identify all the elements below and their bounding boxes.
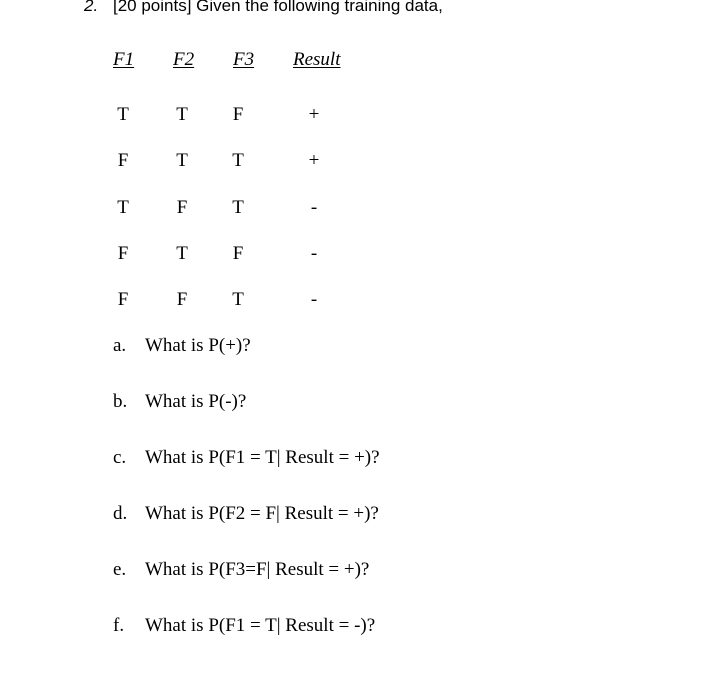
- subquestion-e: [113, 558, 369, 582]
- table-cell-f1: F: [117, 289, 129, 310]
- subquestion-letter: b.: [113, 391, 128, 412]
- table-cell-f3: F: [232, 243, 244, 264]
- column-header-f3: F3: [233, 49, 255, 70]
- table-cell-f2: F: [176, 197, 188, 218]
- table-cell-f1: T: [117, 104, 129, 125]
- question-text: [20 points] Given the following training data,: [113, 0, 443, 15]
- subquestion-text: What is P(F2 = F| Result = +)?: [145, 503, 379, 524]
- subquestion-text: What is P(F1 = T| Result = -)?: [145, 615, 376, 636]
- subquestion-text: What is P(+)?: [145, 335, 251, 356]
- subquestion-b: [113, 390, 246, 414]
- subquestion-c: [113, 446, 380, 470]
- table-cell-f3: T: [232, 150, 244, 171]
- subquestion-text: What is P(-)?: [145, 391, 247, 412]
- subquestion-letter: f.: [113, 615, 125, 636]
- table-cell-f1: T: [117, 197, 129, 218]
- table-cell-result: -: [310, 197, 318, 218]
- table-cell-f3: T: [232, 289, 244, 310]
- table-cell-result: +: [308, 104, 320, 125]
- table-cell-f2: T: [176, 243, 188, 264]
- table-cell-f3: F: [232, 104, 244, 125]
- subquestion-text: What is P(F1 = T| Result = +)?: [145, 447, 380, 468]
- subquestion-letter: d.: [113, 503, 128, 524]
- column-header-result: Result: [293, 49, 341, 70]
- subquestion-a: [113, 334, 251, 358]
- column-header-f1: F1: [113, 49, 135, 70]
- subquestion-letter: c.: [113, 447, 127, 468]
- table-cell-f2: T: [176, 104, 188, 125]
- table-cell-f1: F: [117, 243, 129, 264]
- subquestion-d: [113, 502, 379, 526]
- subquestion-f: [113, 614, 375, 638]
- table-cell-result: +: [308, 150, 320, 171]
- column-header-f2: F2: [173, 49, 195, 70]
- table-cell-result: -: [310, 289, 318, 310]
- table-cell-f3: T: [232, 197, 244, 218]
- table-cell-f2: F: [176, 289, 188, 310]
- subquestion-text: What is P(F3=F| Result = +)?: [145, 559, 370, 580]
- subquestion-letter: a.: [113, 335, 127, 356]
- question-header: [84, 0, 443, 18]
- table-cell-f2: T: [176, 150, 188, 171]
- subquestion-letter: e.: [113, 559, 127, 580]
- table-cell-f1: F: [117, 150, 129, 171]
- question-number: 2.: [84, 0, 99, 15]
- table-cell-result: -: [310, 243, 318, 264]
